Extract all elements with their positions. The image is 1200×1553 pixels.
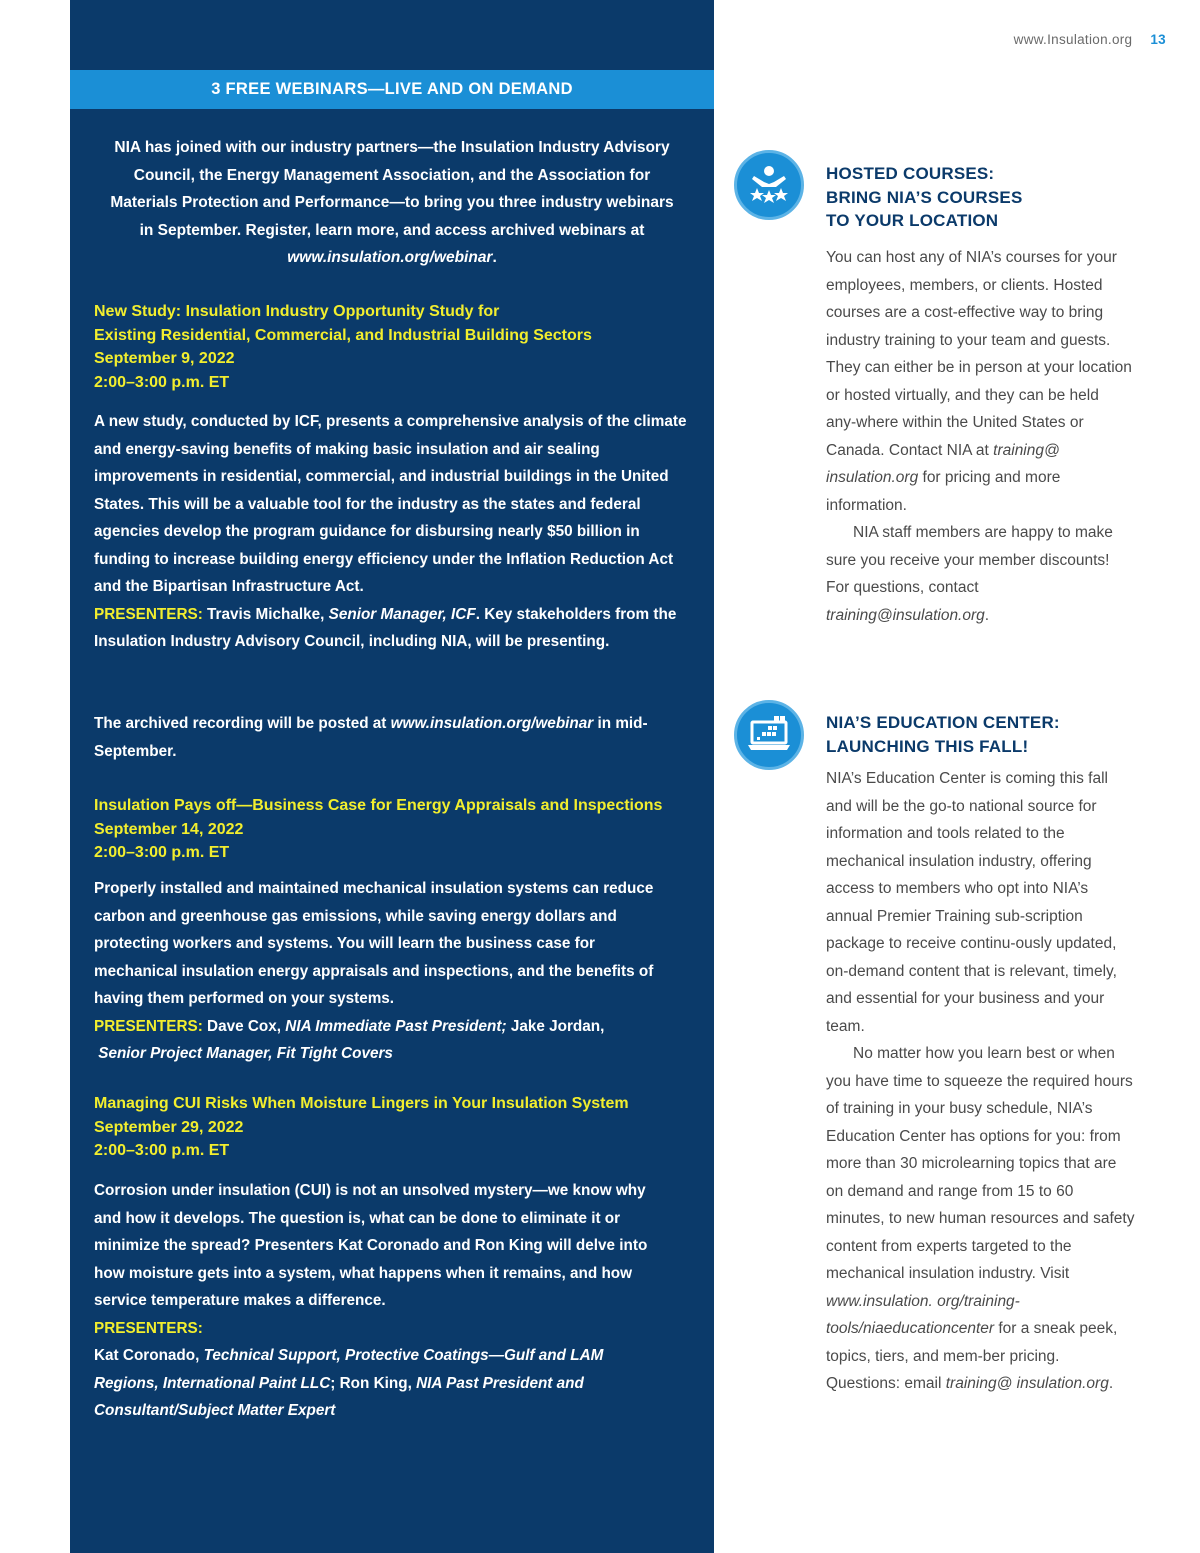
event3-heading bbox=[94, 1092, 694, 1163]
hosted-heading-line2: BRING NIA’S COURSES bbox=[826, 187, 1023, 207]
event2-presenters-label: PRESENTERS: bbox=[94, 1017, 203, 1035]
hosted-courses-body bbox=[826, 244, 1132, 629]
event1-presenters-rest: . Key stakeholders from the Insulation Industry Advisory Council, including NIA, will be presenting. bbox=[94, 605, 677, 650]
education-para2-mid: for a sneak peek, topics, tiers, and mem-ber pricing. Questions: email bbox=[826, 1320, 1118, 1392]
header-url: www.Insulation.org bbox=[1013, 32, 1133, 47]
event1-time: 2:00–3:00 p.m. ET bbox=[94, 373, 230, 391]
event1-presenter1-role: Senior Manager, ICF bbox=[328, 605, 476, 623]
intro-link[interactable]: www.insulation.org/webinar bbox=[287, 249, 493, 266]
page-header bbox=[1014, 32, 1166, 47]
webinars-panel bbox=[70, 0, 714, 1553]
event2-presenter2: Jake Jordan, bbox=[506, 1017, 605, 1035]
hosted-email-link-2[interactable]: training@insulation.org bbox=[826, 606, 985, 624]
event1-title-line1: New Study: Insulation Industry Opportunity Study for bbox=[94, 303, 500, 320]
laptop-icon bbox=[734, 700, 804, 770]
event3-date: September 29, 2022 bbox=[94, 1118, 244, 1136]
event1-date: September 9, 2022 bbox=[94, 350, 235, 367]
event3-presenter1-role: Technical Support, Protective Coatings—Gulf and LAM Regions, International Paint LLC bbox=[94, 1347, 604, 1392]
hosted-email-link[interactable]: training@ insulation.org bbox=[826, 441, 1060, 486]
event3-presenters-label: PRESENTERS: bbox=[94, 1319, 203, 1337]
hosted-para1: You can host any of NIA’s courses for your employees, members, or clients. Hosted courses are a cost-effective way to bring industry training to your team and guests. They can either be in person at your location or hosted virtually, and they can be held any-where within the United States or Canada. Contact NIA at bbox=[826, 249, 1132, 459]
hosted-courses-heading bbox=[826, 162, 1136, 233]
hosted-para2-end: . bbox=[984, 606, 990, 624]
education-center-heading bbox=[826, 711, 1136, 758]
event1-presenter1: Travis Michalke, bbox=[202, 605, 329, 623]
people-stars-icon bbox=[734, 150, 804, 220]
education-para1: NIA’s Education Center is coming this fall and will be the go-to national source for information and tools related to the mechanical insulation industry, offering access to members who opt into NIA’s annual Premier Training sub-scription package to receive continu-ously updated, on-demand content that is relevant, timely, and essential for your business and your team. bbox=[826, 770, 1117, 1035]
education-center-body bbox=[826, 765, 1136, 1398]
event3-description bbox=[94, 1177, 666, 1425]
event2-description bbox=[94, 875, 676, 1068]
event3-presenter2: ; Ron King, bbox=[330, 1374, 417, 1392]
event3-title: Managing CUI Risks When Moisture Lingers in Your Insulation System bbox=[94, 1095, 629, 1112]
event3-presenter2-role: NIA Past President and Consultant/Subject Matter Expert bbox=[94, 1374, 584, 1419]
education-email-link[interactable]: training@ insulation.org bbox=[945, 1375, 1109, 1392]
education-heading-line2: LAUNCHING THIS FALL! bbox=[826, 736, 1029, 756]
event2-desc-text: Properly installed and maintained mechanical insulation systems can reduce carbon and greenhouse gas emissions, while saving energy dollars and protecting workers and systems. You will learn the business case for mechanical insulation energy appraisals and inspections, and the benefits of having them performed on your systems. bbox=[94, 880, 654, 1007]
event1-title-line2: Existing Residential, Commercial, and Industrial Building Sectors bbox=[94, 326, 592, 344]
hosted-heading-line1: HOSTED COURSES: bbox=[826, 164, 995, 183]
event2-presenter1: Dave Cox, bbox=[202, 1017, 286, 1035]
archive-text: The archived recording will be posted at bbox=[94, 715, 391, 732]
education-para2: No matter how you learn best or when you have time to squeeze the required hours of training in your busy schedule, NIA’s Education Center has options for you: from more than 30 microlearning topics that are on demand and range from 15 to 60 minutes, to new human resources and safety content from experts targeted to the mechanical insulation industry. Visit bbox=[826, 1045, 1135, 1282]
webinars-banner: 3 FREE WEBINARS—LIVE AND ON DEMAND bbox=[70, 70, 714, 109]
webinars-intro bbox=[110, 134, 674, 272]
event2-title: Insulation Pays off—Business Case for Energy Appraisals and Inspections bbox=[94, 797, 663, 814]
archive-end: in mid-September. bbox=[94, 715, 648, 760]
event1-archive-note bbox=[94, 710, 654, 765]
education-heading-line1: NIA’S EDUCATION CENTER: bbox=[826, 713, 1060, 732]
intro-end: . bbox=[492, 249, 497, 266]
event1-presenters-label: PRESENTERS: bbox=[94, 605, 203, 623]
event3-presenter1: Kat Coronado, bbox=[94, 1347, 204, 1364]
page-number: 13 bbox=[1150, 32, 1166, 47]
event1-desc-text: A new study, conducted by ICF, presents a comprehensive analysis of the climate and energy-saving benefits of making basic insulation and air sealing improvements in residential, commercial, and industrial buildings in the United States. This will be a valuable tool for the industry as the states and federal agencies develop the program guidance for disbursing nearly $50 billion in funding to increase building energy efficiency under the Inflation Reduction Act and the Bipartisan Infrastructure Act. bbox=[94, 413, 687, 595]
event1-description bbox=[94, 408, 692, 656]
event2-presenter2-role: Senior Project Manager, Fit Tight Covers bbox=[98, 1045, 393, 1062]
archive-link[interactable]: www.insulation.org/webinar bbox=[390, 715, 594, 732]
hosted-para1-end: for pricing and more information. bbox=[826, 469, 1061, 514]
event2-time: 2:00–3:00 p.m. ET bbox=[94, 844, 230, 861]
event2-presenter1-role: NIA Immediate Past President; bbox=[285, 1017, 507, 1035]
event2-date: September 14, 2022 bbox=[94, 820, 244, 838]
hosted-para2: NIA staff members are happy to make sure you receive your member discounts! For questions, contact bbox=[826, 524, 1113, 596]
intro-text: NIA has joined with our industry partners—the Insulation Industry Advisory Council, the Energy Management Association, and the Association for Materials Protection and Performance—to bring you three industry webinars in September. Register, learn more, and access archived webinars at bbox=[110, 139, 674, 239]
event1-heading bbox=[94, 300, 694, 394]
hosted-heading-line3: TO YOUR LOCATION bbox=[826, 211, 999, 230]
education-para2-end: . bbox=[1108, 1375, 1114, 1392]
event3-desc-text: Corrosion under insulation (CUI) is not an unsolved mystery—we know why and how it develops. The question is, what can be done to eliminate it or minimize the spread? Presenters Kat Coronado and Ron King will delve into how moisture gets into a system, what happens when it remains, and how service temperature makes a difference. bbox=[94, 1182, 648, 1309]
education-link[interactable]: www.insulation. org/training-tools/niaeducationcenter bbox=[826, 1292, 1020, 1337]
event2-heading bbox=[94, 794, 694, 865]
event3-time: 2:00–3:00 p.m. ET bbox=[94, 1142, 230, 1159]
